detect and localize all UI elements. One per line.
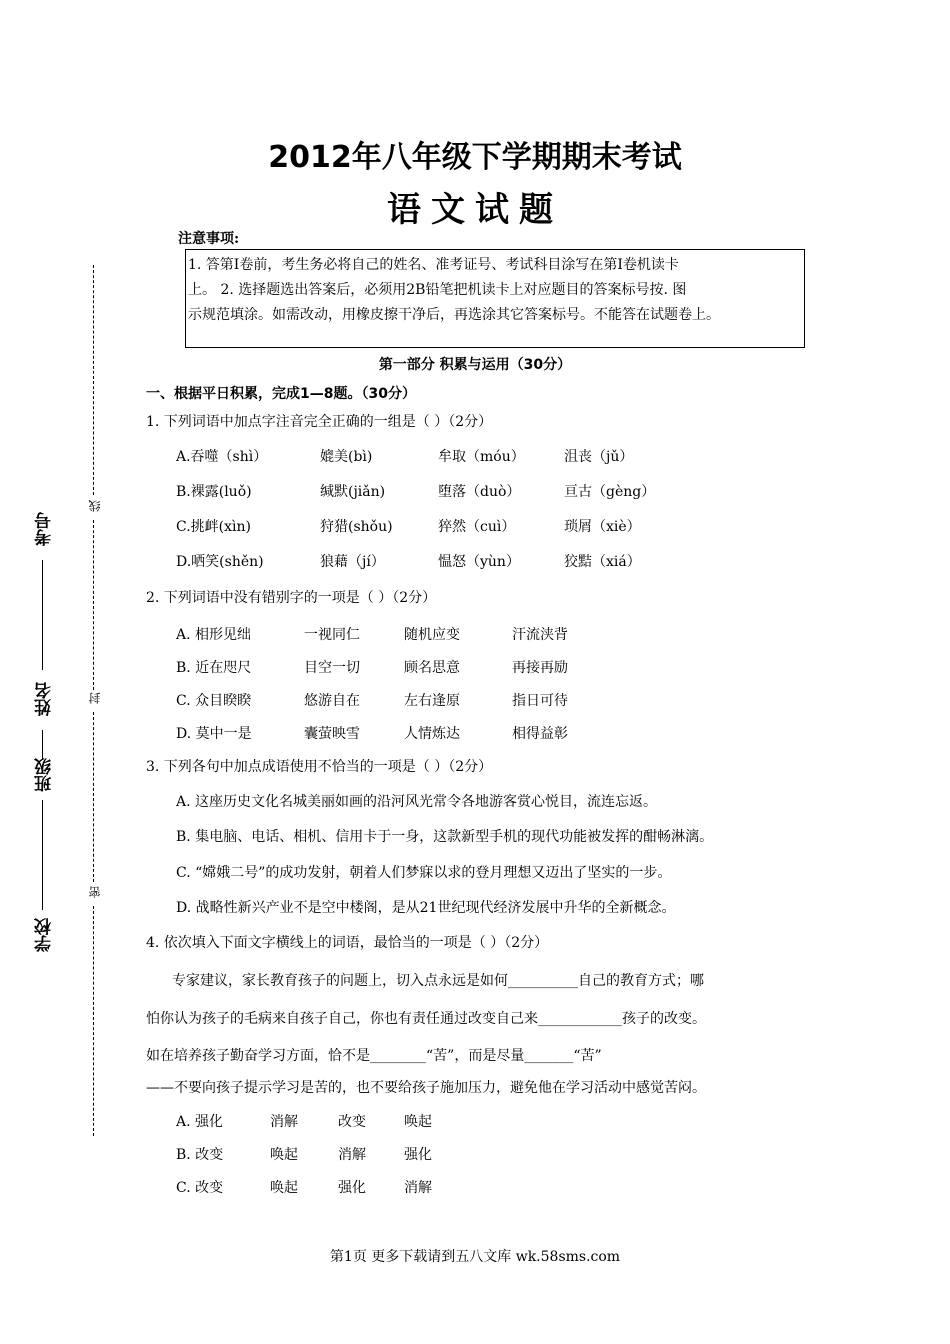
q4-option: 唤起 bbox=[404, 1114, 432, 1130]
q1-option: B.裸露(luǒ) bbox=[176, 484, 252, 500]
q4-option: 消解 bbox=[270, 1114, 298, 1130]
q1-option: 沮丧（jǔ） bbox=[564, 449, 634, 465]
q4-option: 唤起 bbox=[270, 1147, 298, 1163]
q1-option: 堕落（duò） bbox=[438, 484, 521, 500]
q2-option: 再接再励 bbox=[512, 660, 568, 676]
q4-passage-line: 如在培养孩子勤奋学习方面，恰不是________“苦”，而是尽量_______“苦” bbox=[146, 1048, 602, 1064]
q2-option: 随机应变 bbox=[404, 627, 460, 643]
q2-option: 汗流浃背 bbox=[512, 627, 568, 643]
q4-option: 消解 bbox=[338, 1147, 366, 1163]
q2-option: 囊萤映雪 bbox=[304, 726, 360, 742]
part-title: 第一部分 积累与运用（30分） bbox=[378, 357, 572, 373]
question-1-stem: 1. 下列词语中加点字注音完全正确的一组是（ ）（2分） bbox=[146, 414, 493, 430]
seal-mark-secret: 密 bbox=[88, 886, 102, 898]
q2-option: D. 莫中一是 bbox=[176, 726, 252, 742]
q2-option: A. 相形见绌 bbox=[176, 627, 252, 643]
q3-option: C. “嫦娥二号”的成功发射，朝着人们梦寐以求的登月理想又迈出了坚实的一步。 bbox=[176, 865, 672, 881]
q3-option: A. 这座历史文化名城美丽如画的沿河风光常令各地游客赏心悦目，流连忘返。 bbox=[176, 794, 658, 810]
notice-line: 1. 答第Ⅰ卷前，考生务必将自己的姓名、准考证号、考试科目涂写在第Ⅰ卷机读卡 bbox=[188, 257, 679, 273]
question-2-stem: 2. 下列词语中没有错别字的一项是（ ）（2分） bbox=[146, 590, 437, 606]
binding-label-school: 学校 bbox=[35, 918, 55, 952]
q2-option: 左右逢原 bbox=[404, 693, 460, 709]
q2-option: 顾名思意 bbox=[404, 660, 460, 676]
q1-option: 牟取（móu） bbox=[438, 449, 525, 465]
seal-dashed-line bbox=[93, 265, 94, 495]
q1-option: 愠怒（yùn） bbox=[438, 554, 520, 570]
notice-label: 注意事项: bbox=[178, 231, 240, 247]
q1-option: 亘古（gèng） bbox=[564, 484, 656, 500]
exam-title: 2012年八年级下学期期末考试 bbox=[268, 140, 682, 175]
question-4-stem: 4. 依次填入下面文字横线上的词语，最恰当的一项是（ ）（2分） bbox=[146, 935, 549, 951]
q4-option: 唤起 bbox=[270, 1180, 298, 1196]
q2-option: 一视同仁 bbox=[304, 627, 360, 643]
binding-label-exam-number: 考号 bbox=[35, 512, 55, 546]
q4-option: 强化 bbox=[338, 1180, 366, 1196]
q4-passage-line: 专家建议，家长教育孩子的问题上，切入点永远是如何__________自己的教育方式；哪 bbox=[172, 973, 704, 989]
q1-option: A.吞噬（shì） bbox=[176, 449, 268, 465]
binding-label-class: 班级 bbox=[35, 758, 55, 792]
q4-option: A. 强化 bbox=[176, 1114, 224, 1130]
q1-option: 狡黠（xiá） bbox=[564, 554, 641, 570]
q1-option: 媲美(bì) bbox=[320, 449, 373, 465]
q4-option: 改变 bbox=[338, 1114, 366, 1130]
q4-option: 消解 bbox=[404, 1180, 432, 1196]
exam-subtitle: 语文试题 bbox=[387, 190, 563, 230]
binding-line bbox=[42, 730, 43, 760]
q2-option: C. 众目睽睽 bbox=[176, 693, 252, 709]
q1-option: 狼藉（jí） bbox=[320, 554, 385, 570]
page-footer: 第1页 更多下载请到五八文库 wk.58sms.com bbox=[329, 1249, 621, 1265]
q1-option: D.哂笑(shěn) bbox=[176, 554, 264, 570]
q2-option: 目空一切 bbox=[304, 660, 360, 676]
binding-label-name: 姓名 bbox=[35, 682, 55, 716]
notice-line: 示规范填涂。如需改动，用橡皮擦干净后，再选涂其它答案标号。不能答在试题卷上。 bbox=[188, 307, 720, 323]
q3-option: D. 战略性新兴产业不是空中楼阁，是从21世纪现代经济发展中升华的全新概念。 bbox=[176, 900, 676, 916]
q1-option: 琐屑（xiè） bbox=[564, 519, 641, 535]
q2-option: 相得益彰 bbox=[512, 726, 568, 742]
q3-option: B. 集电脑、电话、相机、信用卡于一身，这款新型手机的现代功能被发挥的酣畅淋漓。 bbox=[176, 829, 714, 845]
binding-line bbox=[42, 800, 43, 910]
seal-dashed-line bbox=[93, 906, 94, 1136]
seal-mark-seal: 封 bbox=[88, 692, 102, 704]
section-heading: 一、根据平日积累，完成1—8题。（30分） bbox=[146, 386, 416, 402]
seal-mark-line: 线 bbox=[88, 500, 102, 512]
q2-option: B. 近在咫尺 bbox=[176, 660, 252, 676]
notice-line: 上。 2. 选择题选出答案后，必须用2B铅笔把机读卡上对应题目的答案标号按. 图 bbox=[188, 282, 687, 298]
q2-option: 悠游自在 bbox=[304, 693, 360, 709]
question-3-stem: 3. 下列各句中加点成语使用不恰当的一项是（ ）（2分） bbox=[146, 759, 493, 775]
seal-dashed-line bbox=[93, 520, 94, 690]
q4-option: B. 改变 bbox=[176, 1147, 224, 1163]
notice-box bbox=[185, 249, 805, 348]
binding-line bbox=[42, 560, 43, 670]
q1-option: 猝然（cuì） bbox=[438, 519, 516, 535]
seal-dashed-line bbox=[93, 712, 94, 882]
q4-passage-line: ——不要向孩子提示学习是苦的，也不要给孩子施加压力，避免他在学习活动中感觉苦闷。 bbox=[146, 1080, 706, 1096]
q2-option: 人情炼达 bbox=[404, 726, 460, 742]
q4-passage-line: 怕你认为孩子的毛病来自孩子自己，你也有责任通过改变自己来____________孩子的改变。 bbox=[146, 1011, 706, 1027]
q1-option: C.挑衅(xìn) bbox=[176, 519, 251, 535]
q4-option: 强化 bbox=[404, 1147, 432, 1163]
q4-option: C. 改变 bbox=[176, 1180, 224, 1196]
q2-option: 指日可待 bbox=[512, 693, 568, 709]
q1-option: 缄默(jiǎn) bbox=[320, 484, 386, 500]
q1-option: 狩猎(shǒu) bbox=[320, 519, 393, 535]
